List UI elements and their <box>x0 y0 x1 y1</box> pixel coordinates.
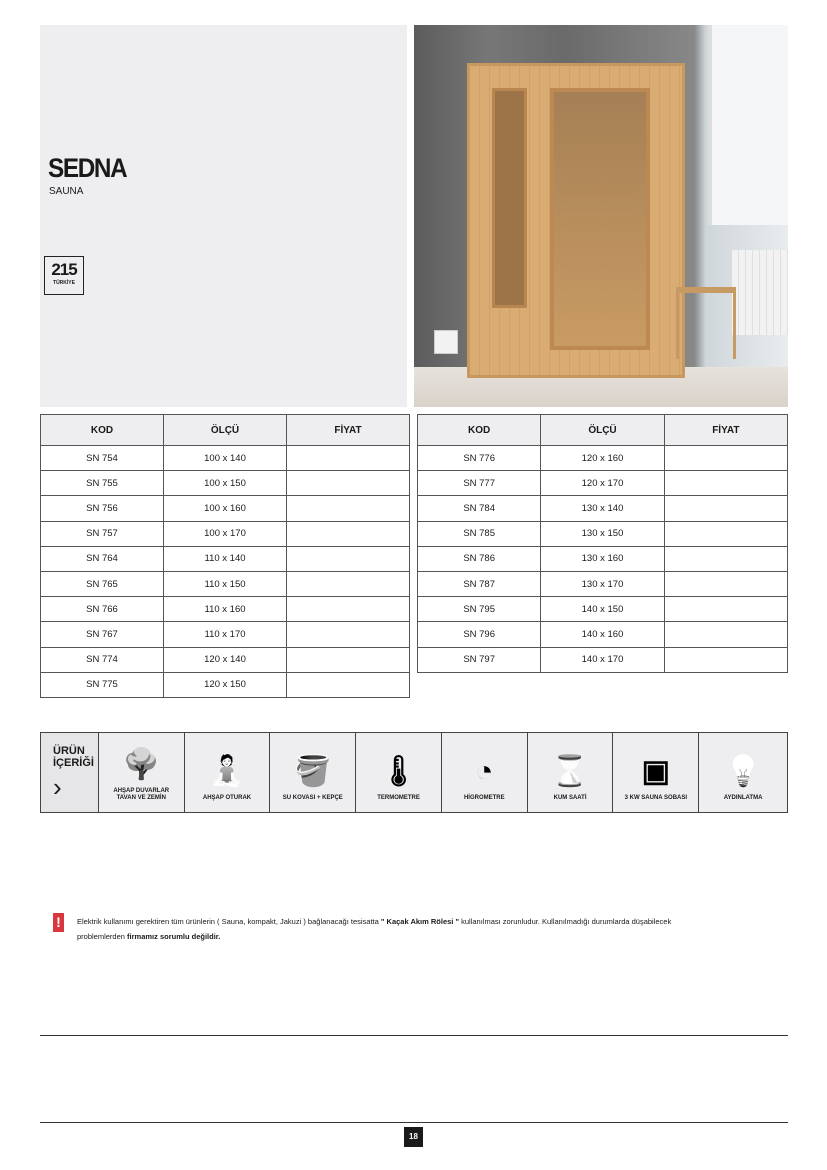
table-row <box>41 496 410 521</box>
table-row <box>41 546 410 571</box>
contents-item <box>356 733 442 812</box>
bucket-icon: 🪣 <box>294 754 332 788</box>
contents-title <box>41 733 99 812</box>
code-cell: SN 787 <box>418 571 541 596</box>
contents-item <box>442 733 528 812</box>
warning-text-1: Elektrik kullanımı gerektiren tüm ürünlerin ( Sauna, kompakt, Jakuzi ) bağlanacağı tesisatta <box>77 917 381 926</box>
code-cell: SN 756 <box>41 496 164 521</box>
product-title: SEDNA <box>48 153 127 183</box>
price-cell <box>664 647 787 672</box>
contents-item-label: TERMOMETRE <box>377 794 420 801</box>
price-cell <box>287 546 410 571</box>
divider <box>40 1035 788 1036</box>
contents-title-line1: ÜRÜN <box>53 745 85 757</box>
size-cell: 110 x 150 <box>164 571 287 596</box>
warning-icon: ! <box>53 913 64 932</box>
product-hero <box>40 25 407 407</box>
code-cell: SN 776 <box>418 446 541 471</box>
code-cell: SN 785 <box>418 521 541 546</box>
size-cell: 100 x 160 <box>164 496 287 521</box>
price-cell <box>664 622 787 647</box>
table-row <box>41 521 410 546</box>
table-row <box>41 622 410 647</box>
price-cell <box>287 496 410 521</box>
sauna-photo <box>414 25 788 407</box>
column-header: FİYAT <box>287 415 410 446</box>
price-cell <box>664 571 787 596</box>
footer-divider <box>40 1122 788 1123</box>
table-row <box>41 446 410 471</box>
table-row <box>41 471 410 496</box>
table-row <box>41 672 410 697</box>
price-cell <box>664 471 787 496</box>
warning-bold-1: " Kaçak Akım Rölesi " <box>380 917 460 926</box>
contents-item <box>270 733 356 812</box>
table-row <box>41 571 410 596</box>
thermometer-icon: 🌡 <box>379 754 418 788</box>
glass-door <box>550 88 650 350</box>
size-cell: 110 x 140 <box>164 546 287 571</box>
code-cell: SN 765 <box>41 571 164 596</box>
code-cell: SN 755 <box>41 471 164 496</box>
size-cell: 120 x 140 <box>164 647 287 672</box>
sauna-cabin <box>467 63 685 378</box>
price-cell <box>287 471 410 496</box>
price-cell <box>664 496 787 521</box>
price-cell <box>287 672 410 697</box>
column-header: ÖLÇÜ <box>164 415 287 446</box>
gauge-icon: ◔ <box>475 754 494 788</box>
stove-icon: ▣ <box>641 754 671 788</box>
made-in-badge <box>44 256 84 295</box>
table-row <box>418 471 788 496</box>
contents-item-label: KUM SAATİ <box>553 794 587 801</box>
warning-bold-2: firmamız sorumlu değildir. <box>127 932 221 941</box>
table-row <box>418 496 788 521</box>
page-number: 18 <box>404 1127 423 1147</box>
size-cell: 130 x 150 <box>541 521 664 546</box>
code-cell: SN 784 <box>418 496 541 521</box>
code-cell: SN 767 <box>41 622 164 647</box>
table-row <box>418 571 788 596</box>
size-cell: 140 x 160 <box>541 622 664 647</box>
badge-number: 215 <box>51 260 77 279</box>
price-cell <box>664 446 787 471</box>
code-cell: SN 775 <box>41 672 164 697</box>
code-cell: SN 754 <box>41 446 164 471</box>
size-cell: 100 x 170 <box>164 521 287 546</box>
column-header: ÖLÇÜ <box>541 415 664 446</box>
price-cell <box>664 597 787 622</box>
column-header: FİYAT <box>664 415 787 446</box>
code-cell: SN 757 <box>41 521 164 546</box>
led-bulb-icon: 💡 <box>724 754 762 788</box>
price-table-left <box>40 414 410 698</box>
size-cell: 120 x 160 <box>541 446 664 471</box>
size-cell: 130 x 170 <box>541 571 664 596</box>
contents-title-line2: İÇERİĞİ <box>53 757 94 770</box>
table-row <box>418 521 788 546</box>
price-cell <box>287 622 410 647</box>
code-cell: SN 766 <box>41 597 164 622</box>
size-cell: 130 x 160 <box>541 546 664 571</box>
sitting-person-icon: 🧘 <box>208 754 246 788</box>
badge-label: TÜRKİYE <box>53 280 75 286</box>
price-cell <box>664 521 787 546</box>
warning-text-2: kullanılması zorunludur. Kullanılmadığı durumlarda düşabilecek problemlerden <box>77 917 672 941</box>
column-header: KOD <box>418 415 541 446</box>
contents-item-label: 3 KW SAUNA SOBASI <box>624 794 688 801</box>
code-cell: SN 797 <box>418 647 541 672</box>
size-cell: 100 x 150 <box>164 471 287 496</box>
contents-item <box>699 733 787 812</box>
price-cell <box>287 521 410 546</box>
table-row <box>418 446 788 471</box>
code-cell: SN 777 <box>418 471 541 496</box>
size-cell: 100 x 140 <box>164 446 287 471</box>
code-cell: SN 795 <box>418 597 541 622</box>
price-cell <box>287 647 410 672</box>
contents-item-label: HİGROMETRE <box>463 794 505 801</box>
price-table-right <box>417 414 788 673</box>
wooden-stool <box>676 287 736 359</box>
size-cell: 140 x 150 <box>541 597 664 622</box>
table-row <box>418 647 788 672</box>
table-row <box>41 647 410 672</box>
code-cell: SN 774 <box>41 647 164 672</box>
price-cell <box>287 597 410 622</box>
contents-item-label: AHŞAP DUVARLAR TAVAN VE ZEMİN <box>113 787 170 801</box>
hourglass-icon: ⌛ <box>551 754 589 788</box>
size-cell: 140 x 170 <box>541 647 664 672</box>
table-row <box>418 597 788 622</box>
size-cell: 120 x 150 <box>164 672 287 697</box>
warning-text <box>77 914 687 944</box>
product-contents-strip <box>40 732 788 813</box>
contents-item <box>185 733 271 812</box>
price-cell <box>287 446 410 471</box>
contents-item-label: AYDINLATMA <box>723 794 763 801</box>
size-cell: 130 x 140 <box>541 496 664 521</box>
contents-item <box>613 733 699 812</box>
contents-item <box>99 733 185 812</box>
product-subtitle: SAUNA <box>49 186 84 197</box>
table-row <box>418 622 788 647</box>
tree-icon: 🌳 <box>122 747 160 781</box>
contents-item-label: SU KOVASI + KEPÇE <box>282 794 343 801</box>
window <box>708 25 788 225</box>
price-cell <box>664 546 787 571</box>
radiator <box>732 250 788 335</box>
contents-item-label: AHŞAP OTURAK <box>202 794 252 801</box>
size-cell: 110 x 160 <box>164 597 287 622</box>
table-row <box>418 546 788 571</box>
vent-fan <box>434 330 458 354</box>
contents-item <box>528 733 614 812</box>
code-cell: SN 796 <box>418 622 541 647</box>
chevron-right-icon: › <box>53 772 62 803</box>
size-cell: 110 x 170 <box>164 622 287 647</box>
size-cell: 120 x 170 <box>541 471 664 496</box>
price-cell <box>287 571 410 596</box>
table-row <box>41 597 410 622</box>
cabin-window <box>492 88 527 308</box>
code-cell: SN 786 <box>418 546 541 571</box>
code-cell: SN 764 <box>41 546 164 571</box>
column-header: KOD <box>41 415 164 446</box>
